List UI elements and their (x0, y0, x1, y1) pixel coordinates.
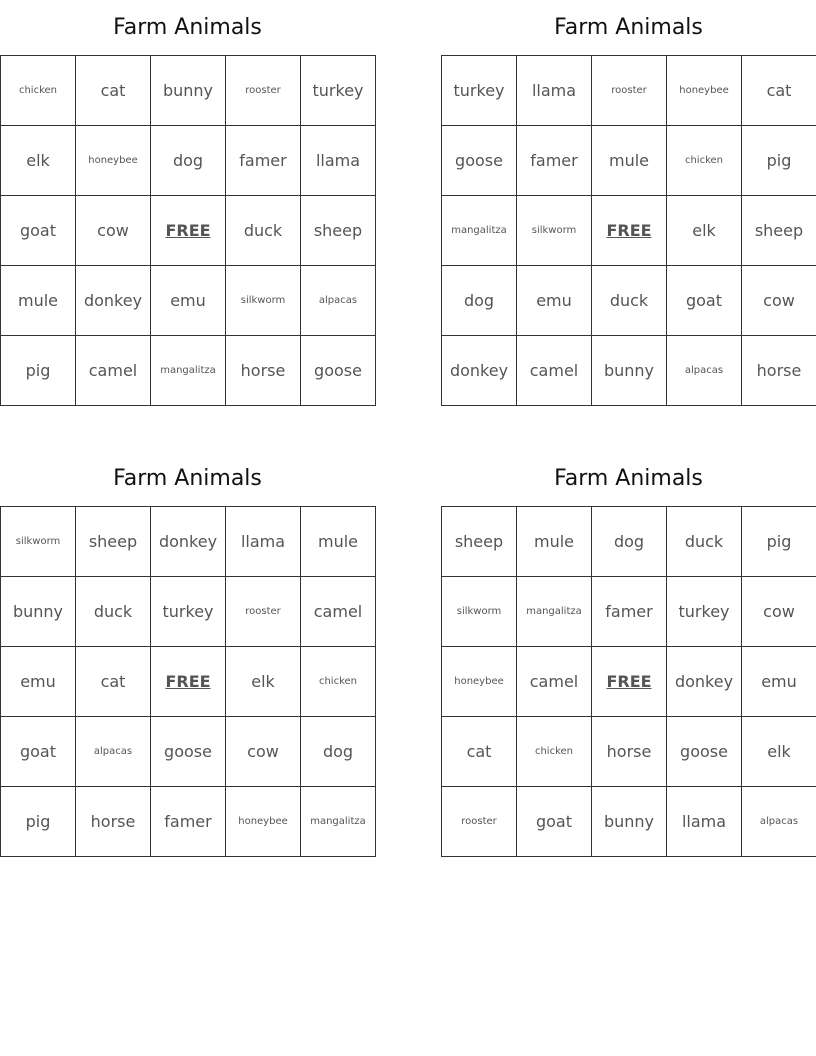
bingo-cell: dog (301, 717, 376, 787)
bingo-cell: llama (226, 507, 301, 577)
bingo-cell: alpacas (667, 336, 742, 406)
bingo-row (442, 266, 816, 336)
bingo-cell: duck (76, 577, 151, 647)
bingo-cell: alpacas (742, 787, 816, 857)
bingo-cell: llama (667, 787, 742, 857)
bingo-row (1, 196, 376, 266)
card-title: Farm Animals (554, 466, 703, 491)
bingo-cell: pig (742, 126, 816, 196)
bingo-cell: horse (592, 717, 667, 787)
bingo-cell: goat (667, 266, 742, 336)
bingo-cell: mule (1, 266, 76, 336)
bingo-cell: elk (226, 647, 301, 717)
bingo-cell: turkey (667, 577, 742, 647)
bingo-cell: chicken (301, 647, 376, 717)
bingo-card-3 (0, 451, 375, 857)
bingo-cell: turkey (442, 56, 517, 126)
bingo-cell: dog (592, 507, 667, 577)
bingo-cell: pig (1, 787, 76, 857)
bingo-grid (0, 55, 376, 406)
bingo-cell: dog (442, 266, 517, 336)
bingo-cell: elk (667, 196, 742, 266)
bingo-cell: cow (226, 717, 301, 787)
bingo-row (442, 196, 816, 266)
bingo-cell: mule (517, 507, 592, 577)
bingo-card-2 (441, 0, 816, 406)
bingo-grid (441, 506, 816, 857)
bingo-cell: goose (442, 126, 517, 196)
bingo-cell: honeybee (226, 787, 301, 857)
bingo-row (1, 126, 376, 196)
bingo-cell: rooster (226, 577, 301, 647)
bingo-cell: turkey (301, 56, 376, 126)
bingo-cell: bunny (592, 336, 667, 406)
free-space: FREE (151, 647, 226, 717)
bingo-row (442, 507, 816, 577)
bingo-cell: turkey (151, 577, 226, 647)
bingo-cell: duck (667, 507, 742, 577)
bingo-cell: famer (592, 577, 667, 647)
bingo-cell: silkworm (442, 577, 517, 647)
bingo-cell: famer (151, 787, 226, 857)
bingo-cell: horse (742, 336, 816, 406)
bingo-cell: cow (742, 266, 816, 336)
bingo-cell: donkey (667, 647, 742, 717)
bingo-cell: honeybee (442, 647, 517, 717)
bingo-cell: llama (517, 56, 592, 126)
bingo-row (442, 56, 816, 126)
bingo-cell: famer (226, 126, 301, 196)
bingo-cell: camel (517, 647, 592, 717)
bingo-cell: mangalitza (517, 577, 592, 647)
bingo-cell: sheep (76, 507, 151, 577)
bingo-cell: cow (742, 577, 816, 647)
bingo-cell: rooster (592, 56, 667, 126)
bingo-cell: chicken (1, 56, 76, 126)
bingo-cell: alpacas (301, 266, 376, 336)
bingo-cell: honeybee (667, 56, 742, 126)
bingo-grid (0, 506, 376, 857)
card-title: Farm Animals (554, 15, 703, 40)
bingo-cell: mangalitza (442, 196, 517, 266)
bingo-cell: silkworm (226, 266, 301, 336)
bingo-cell: silkworm (517, 196, 592, 266)
bingo-cell: goose (301, 336, 376, 406)
bingo-card-1 (0, 0, 375, 406)
card-title: Farm Animals (113, 466, 262, 491)
bingo-cell: goat (517, 787, 592, 857)
bingo-cell: llama (301, 126, 376, 196)
bingo-cell: bunny (592, 787, 667, 857)
bingo-cell: bunny (1, 577, 76, 647)
bingo-cell: camel (76, 336, 151, 406)
bingo-cell: sheep (301, 196, 376, 266)
bingo-cell: elk (1, 126, 76, 196)
free-space: FREE (592, 196, 667, 266)
bingo-cell: mangalitza (301, 787, 376, 857)
bingo-cell: cat (76, 56, 151, 126)
bingo-row (1, 787, 376, 857)
bingo-row (1, 717, 376, 787)
card-title: Farm Animals (113, 15, 262, 40)
bingo-cell: rooster (226, 56, 301, 126)
bingo-cell: elk (742, 717, 816, 787)
free-space: FREE (151, 196, 226, 266)
bingo-row (442, 717, 816, 787)
bingo-cell: mule (592, 126, 667, 196)
bingo-cell: silkworm (1, 507, 76, 577)
bingo-row (442, 647, 816, 717)
bingo-cell: emu (151, 266, 226, 336)
bingo-cell: donkey (76, 266, 151, 336)
bingo-row (442, 336, 816, 406)
bingo-cell: horse (76, 787, 151, 857)
bingo-cell: cat (742, 56, 816, 126)
bingo-row (1, 56, 376, 126)
bingo-row (1, 266, 376, 336)
bingo-cell: alpacas (76, 717, 151, 787)
bingo-row (442, 787, 816, 857)
bingo-cell: dog (151, 126, 226, 196)
free-space: FREE (592, 647, 667, 717)
bingo-cell: donkey (151, 507, 226, 577)
bingo-cell: rooster (442, 787, 517, 857)
bingo-cell: emu (742, 647, 816, 717)
bingo-cell: bunny (151, 56, 226, 126)
bingo-row (442, 126, 816, 196)
bingo-row (442, 577, 816, 647)
bingo-cell: goat (1, 196, 76, 266)
bingo-cell: emu (1, 647, 76, 717)
bingo-row (1, 336, 376, 406)
bingo-cell: chicken (667, 126, 742, 196)
bingo-cell: camel (517, 336, 592, 406)
bingo-cell: emu (517, 266, 592, 336)
bingo-cell: mule (301, 507, 376, 577)
bingo-cell: pig (742, 507, 816, 577)
bingo-cell: cat (442, 717, 517, 787)
bingo-cell: sheep (742, 196, 816, 266)
bingo-cell: famer (517, 126, 592, 196)
bingo-cell: cow (76, 196, 151, 266)
bingo-cell: goose (667, 717, 742, 787)
bingo-cell: cat (76, 647, 151, 717)
bingo-card-4 (441, 451, 816, 857)
bingo-cell: honeybee (76, 126, 151, 196)
bingo-cell: duck (226, 196, 301, 266)
bingo-cell: donkey (442, 336, 517, 406)
bingo-cell: chicken (517, 717, 592, 787)
bingo-row (1, 647, 376, 717)
bingo-cell: sheep (442, 507, 517, 577)
bingo-cell: mangalitza (151, 336, 226, 406)
bingo-grid (441, 55, 816, 406)
bingo-cell: camel (301, 577, 376, 647)
bingo-row (1, 507, 376, 577)
bingo-row (1, 577, 376, 647)
bingo-cell: goat (1, 717, 76, 787)
bingo-cell: pig (1, 336, 76, 406)
bingo-cell: horse (226, 336, 301, 406)
bingo-cell: duck (592, 266, 667, 336)
bingo-cell: goose (151, 717, 226, 787)
